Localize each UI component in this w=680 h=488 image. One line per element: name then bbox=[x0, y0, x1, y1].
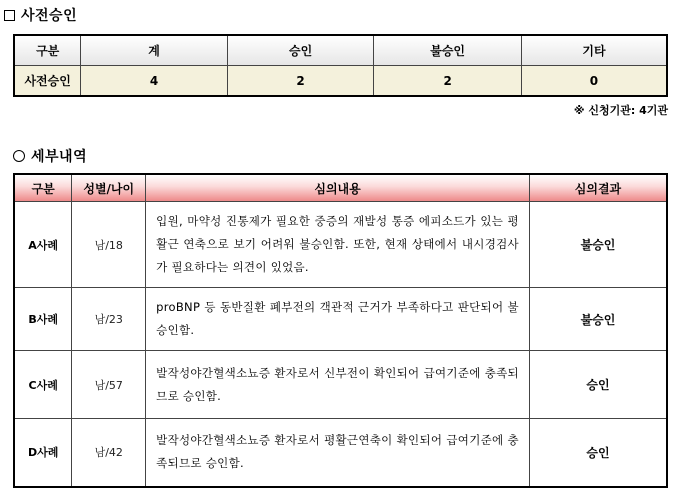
header-cell-category: 구분 bbox=[14, 174, 72, 202]
header-cell-review-result: 심의결과 bbox=[529, 174, 667, 202]
sex-age-cell: 남/18 bbox=[72, 202, 146, 288]
review-content-cell: 입원, 마약성 진통제가 필요한 중증의 재발성 통증 에피소드가 있는 평활근 연축으로 보기 어려워 불승인함. 또한, 현재 상태에서 내시경검사가 필요하다는 의견이 있었음. bbox=[146, 202, 530, 288]
review-result-cell: 불승인 bbox=[529, 288, 667, 351]
section-title-details bbox=[13, 146, 87, 166]
header-cell-category: 구분 bbox=[14, 35, 81, 66]
table-row bbox=[14, 419, 667, 487]
case-cell: B사례 bbox=[14, 288, 72, 351]
detail-header-row bbox=[14, 174, 667, 202]
sex-age-cell: 남/42 bbox=[72, 419, 146, 487]
review-content-cell: proBNP 등 동반질환 폐부전의 객관적 근거가 부족하다고 판단되어 불승인함. bbox=[146, 288, 530, 351]
sex-age-cell: 남/23 bbox=[72, 288, 146, 351]
cell-total: 4 bbox=[81, 66, 228, 97]
header-cell-sex-age: 성별/나이 bbox=[72, 174, 146, 202]
header-cell-other: 기타 bbox=[521, 35, 667, 66]
section-title-prior-approval bbox=[4, 5, 77, 25]
table-row bbox=[14, 202, 667, 288]
section-title-text: 사전승인 bbox=[21, 8, 78, 24]
detail-table bbox=[13, 173, 668, 488]
header-cell-approved: 승인 bbox=[227, 35, 374, 66]
applicant-note: ※ 신청기관: 4기관 bbox=[573, 104, 668, 117]
square-bullet-icon bbox=[4, 10, 15, 21]
sex-age-cell: 남/57 bbox=[72, 351, 146, 419]
circle-bullet-icon bbox=[13, 150, 25, 162]
cell-other: 0 bbox=[521, 66, 667, 97]
cell-approved: 2 bbox=[227, 66, 374, 97]
case-cell: D사례 bbox=[14, 419, 72, 487]
review-result-cell: 불승인 bbox=[529, 202, 667, 288]
cell-category: 사전승인 bbox=[14, 66, 81, 97]
header-cell-review-content: 심의내용 bbox=[146, 174, 530, 202]
summary-table bbox=[13, 34, 668, 97]
review-content-cell: 발작성야간혈색소뇨증 환자로서 평활근연축이 확인되어 급여기준에 충족되므로 승인함. bbox=[146, 419, 530, 487]
header-cell-total: 계 bbox=[81, 35, 228, 66]
summary-header-row bbox=[14, 35, 667, 66]
case-cell: C사례 bbox=[14, 351, 72, 419]
header-cell-rejected: 불승인 bbox=[374, 35, 522, 66]
section-title-text: 세부내역 bbox=[31, 149, 88, 165]
table-row bbox=[14, 351, 667, 419]
summary-data-row bbox=[14, 66, 667, 97]
review-content-cell: 발작성야간혈색소뇨증 환자로서 신부전이 확인되어 급여기준에 충족되므로 승인함. bbox=[146, 351, 530, 419]
review-result-cell: 승인 bbox=[529, 419, 667, 487]
review-result-cell: 승인 bbox=[529, 351, 667, 419]
cell-rejected: 2 bbox=[374, 66, 522, 97]
table-row bbox=[14, 288, 667, 351]
case-cell: A사례 bbox=[14, 202, 72, 288]
